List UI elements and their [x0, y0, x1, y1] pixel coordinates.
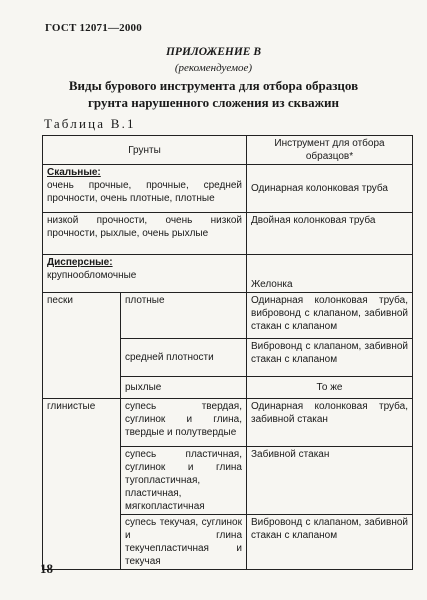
- header-soils: Грунты: [43, 136, 247, 165]
- document-code: ГОСТ 12071—2000: [45, 22, 142, 34]
- table-header-row: [43, 136, 413, 165]
- table-label: Таблица В.1: [44, 116, 136, 131]
- tool-cell: Вибровонд с клапаном, забивной стакан с клапаном: [247, 339, 413, 377]
- soil-cell: [43, 165, 247, 213]
- subsoil-cell: рыхлые: [121, 377, 247, 399]
- tool-cell: Одинарная колонковая труба: [247, 165, 413, 213]
- soil-cell: [43, 255, 247, 293]
- soil-cell: глинистые: [43, 399, 121, 570]
- header-tool: Инструмент для отбора образцов*: [247, 136, 413, 165]
- appendix-title-line-1: Виды бурового инструмента для отбора образцов: [68, 78, 359, 93]
- tool-cell: Вибровонд с клапаном, забивной стакан с клапаном: [247, 515, 413, 570]
- subsoil-cell: супесь твердая, суглинок и глина, твердые и полутвердые: [121, 399, 247, 447]
- subsoil-cell: плотные: [121, 293, 247, 339]
- table-row: [43, 255, 413, 293]
- subsoil-cell: супесь текучая, суглинок и глина текучепластичная и текучая: [121, 515, 247, 570]
- table-row: [43, 399, 413, 447]
- subsoil-cell: средней плотности: [121, 339, 247, 377]
- tool-cell: Желонка: [247, 255, 413, 293]
- tool-cell: Забивной стакан: [247, 447, 413, 515]
- appendix-title-line-2: грунта нарушенного сложения из скважин: [87, 95, 340, 110]
- soil-sampling-table: [42, 135, 413, 570]
- soil-description: низкой прочности, очень низкой прочности, рыхлые, очень рыхлые: [47, 215, 242, 239]
- table-row: [43, 165, 413, 213]
- subsoil-cell: супесь пластичная, суглинок и глина тугопластичная, пластичная, мягкопластичная: [121, 447, 247, 515]
- soil-cell: [43, 213, 247, 255]
- table-row: [43, 293, 413, 339]
- soil-cell: пески: [43, 293, 121, 399]
- appendix-label: ПРИЛОЖЕНИЕ В: [165, 46, 261, 58]
- group-title: Скальные:: [47, 167, 101, 178]
- appendix-note: (рекомендуемое): [174, 62, 253, 74]
- soil-description: крупнообломочные: [47, 270, 137, 281]
- group-title: Дисперсные:: [47, 257, 113, 268]
- tool-cell: То же: [247, 377, 413, 399]
- tool-cell: Одинарная колонковая труба, забивной стакан: [247, 399, 413, 447]
- page-number: 18: [40, 561, 53, 576]
- tool-cell: Двойная колонковая труба: [247, 213, 413, 255]
- table-row: [43, 213, 413, 255]
- soil-description: очень прочные, прочные, средней прочности, очень плотные, плотные: [47, 180, 242, 204]
- tool-cell: Одинарная колонковая труба, вибровонд с клапаном, забивной стакан с клапаном: [247, 293, 413, 339]
